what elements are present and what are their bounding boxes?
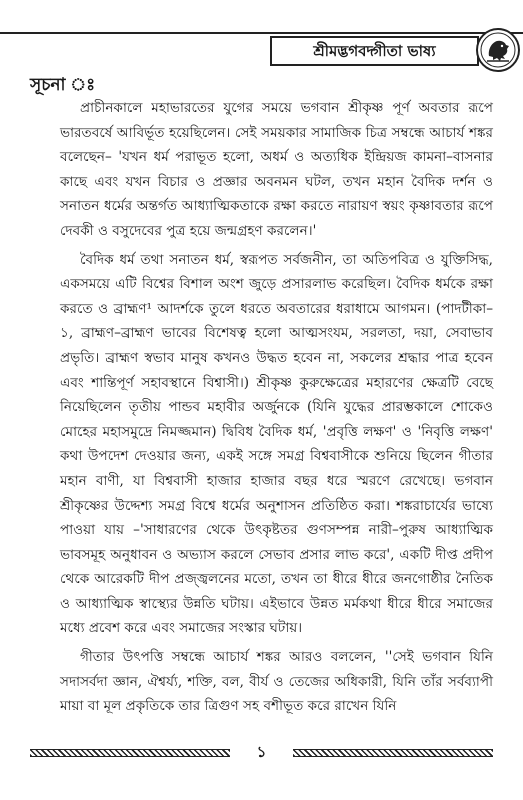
footer-ornament-right [293, 749, 493, 757]
body-text [60, 96, 493, 719]
page-number: ১ [256, 742, 267, 761]
footer-ornament-left [30, 749, 230, 757]
paragraph-2: বৈদিক ধর্ম তথা সনাতন ধর্ম, স্বরূপত সর্বজনীন, তা অতিপবিত্র ও যুক্তিসিদ্ধ, একসময়ে এটি বিশ্বের বিশাল অংশ জুড়ে প্রসারলাভ করেছিল। বৈদিক ধর্মকে রক্ষা করতে ও ব্রাহ্মণ¹ আদর্শকে তুলে ধরতে অবতারের ধরাধামে আগমন। (পাদটীকা–১, ব্রাহ্মণ–ব্রাহ্মণ ভাবের বিশেষত্ব হলো আত্মসংযম, সরলতা, দয়া, সেবাভাব প্রভৃতি। ব্রাহ্মণ স্বভাব মানুষ কখনও উদ্ধত হবেন না, সকলের শ্রদ্ধার পাত্র হবেন এবং শান্তিপূর্ণ সহাবস্থানে বিশ্বাসী।) শ্রীকৃষ্ণ কুরুক্ষেত্রের মহারণের ক্ষেত্রটি বেছে নিয়েছিলেন তৃতীয় পান্ডব মহাবীর অর্জুনকে (যিনি যুদ্ধের প্রারম্ভকালে শোকেও মোহের মহাসমুদ্রে নিমজ্জমান) দ্বিবিধ বৈদিক ধর্ম, 'প্রবৃত্তি লক্ষণ' ও 'নিবৃত্তি লক্ষণ' কথা উপদেশ দেওয়ার জন্য, একই সঙ্গে সমগ্র বিশ্ববাসীকে শুনিয়ে ছিলেন গীতার মহান বাণী, যা বিশ্ববাসী হাজার হাজার বছর ধরে স্মরণে রেখেছে। ভগবান শ্রীকৃষ্ণের উদ্দেশ্য সমগ্র বিশ্বে ধর্মের অনুশাসন প্রতিষ্ঠিত করা। শঙ্করাচার্যের ভাষ্যে পাওয়া যায় –'সাধারণের থেকে উৎকৃষ্টতর গুণসম্পন্ন নারী–পুরুষ আধ্যাত্মিক ভাবসমূহ অনুধাবন ও অভ্যাস করলে সেভাব প্রসার লাভ করে', একটি দীপ্ত প্রদীপ থেকে আরেকটি দীপ প্রজ্জ্বলনের মতো, তখন তা ধীরে ধীরে জনগোষ্ঠীর নৈতিক ও আধ্যাত্মিক স্বাস্থ্যের উন্নতি ঘটায়। এইভাবে উন্নত মর্মকথা ধীরে ধীরে সমাজের মধ্যে প্রবেশ করে এবং সমাজের সংস্কার ঘটায়। [60, 251, 493, 637]
header-rule [0, 32, 523, 34]
lion-emblem-icon [476, 28, 520, 72]
paragraph-3: গীতার উৎপত্তি সম্বন্ধে আচার্য শঙ্কর আরও বললেন, ''সেই ভগবান যিনি সদাসর্বদা জ্ঞান, ঐশ্বর্য্য, শক্তি, বল, বীর্য ও তেজের অধিকারী, যিনি তাঁর সর্বব্যাপী মায়া বা মূল প্রকৃতিকে তার ত্রিগুণ সহ বশীভূত করে রাখেন যিনি [60, 649, 493, 715]
footer [30, 742, 493, 761]
book-title: শ্রীমদ্ভগবদ্গীতা ভাষ্য [270, 36, 479, 66]
section-heading: সূচনা ঃ [30, 75, 96, 95]
paragraph-1: প্রাচীনকালে মহাভারতের যুগের সময়ে ভগবান শ্রীকৃষ্ণ পূর্ণ অবতার রূপে ভারতবর্ষে আবির্ভূত হয়েছিলেন। সেই সময়কার সামাজিক চিত্র সম্বন্ধে আচার্য শঙ্কর বলেছেন– 'যখন ধর্ম পরাভূত হলো, অধর্ম ও অত্যধিক ইন্দ্রিয়জ কামনা–বাসনার কাছে এবং যখন বিচার ও প্রজ্ঞার অবনমন ঘটল, তখন মহান বৈদিক দর্শন ও সনাতন ধর্মের অন্তর্গত আধ্যাত্মিকতাকে রক্ষা করতে নারায়ণ স্বয়ং কৃষ্ণাবতার রূপে দেবকী ও বসুদেবের পুত্র হয়ে জন্মগ্রহণ করলেন।' [60, 100, 493, 239]
